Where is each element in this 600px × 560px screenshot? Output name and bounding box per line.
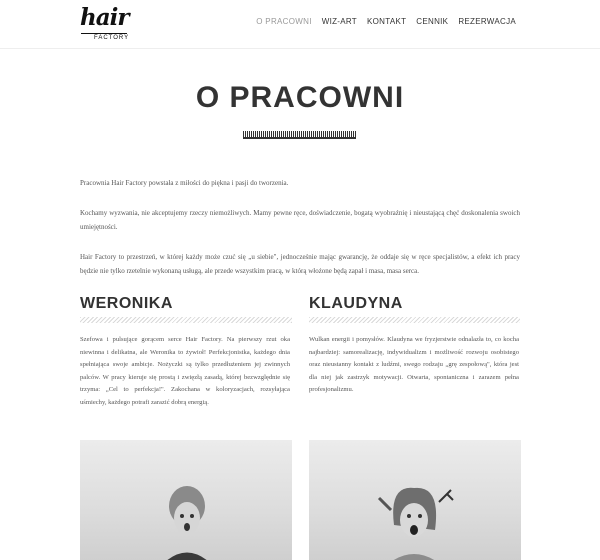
logo-subtitle: FACTORY [94, 35, 130, 41]
portrait-figure [369, 480, 459, 560]
comb-divider [243, 131, 356, 139]
site-header [0, 0, 600, 49]
section-hatch-divider [309, 317, 520, 323]
nav-item-wiz-art[interactable]: WIZ-ART [321, 17, 357, 26]
section-hatch-divider [80, 317, 292, 323]
logo-wordmark: hair [80, 4, 129, 31]
intro-paragraph-3: Hair Factory to przestrzeń, w której każdy może czuć się „u siebie", jednocześnie mając gwarancję, że oddaje się w ręce specjalistów, a efekt ich pracy będzie nie tylko rzetelnie wykonaną usługą, ale przede wszystkim pracą, w którą włożone będą zapał i masa, masa serca. [80, 253, 520, 275]
main-nav [256, 17, 516, 26]
portrait-figure [142, 480, 232, 560]
stylist-name-klaudyna: KLAUDYNA [309, 295, 403, 312]
page-title: O PRACOWNI [195, 81, 405, 114]
logo[interactable] [80, 4, 132, 46]
intro-paragraph-2: Kochamy wyzwania, nie akceptujemy rzeczy niemożliwych. Mamy pewne ręce, doświadczenie, bogatą wyobraźnię i nieustającą chęć doskonalenia swoich umiejętności. [80, 209, 520, 231]
nav-item-kontakt[interactable]: KONTAKT [367, 17, 407, 26]
stylist-bio-klaudyna: Wulkan energii i pomysłów. Klaudyna we fryzjerstwie odnalazła to, co kocha najbardziej: samorealizację, indywidualizm i możliwość rozwoju osobistego oraz nieustanny kontakt z ludźmi, swego rodzaju „grę zespołową", która jest dla niej jak zastrzyk motywacji. Otwarta, spontaniczna i zarazem pełna profesjonalizmu. [309, 336, 519, 393]
nav-item-o-pracowni[interactable]: O PRACOWNI [256, 17, 312, 26]
nav-item-cennik[interactable]: CENNIK [416, 17, 449, 26]
stylist-name-weronika: WERONIKA [80, 295, 173, 312]
intro-paragraph-1: Pracownia Hair Factory powstała z miłości do piękna i pasji do tworzenia. [80, 179, 289, 187]
stylist-photo-weronika [80, 440, 292, 560]
nav-item-rezerwacja[interactable]: REZERWACJA [458, 17, 516, 26]
stylist-bio-weronika: Szefowa i pulsujące gorącem serce Hair Factory. Na pierwszy rzut oka niewinna i delikatna, ale Weronika to żywioł! Perfekcjonistka, każdego dnia spełniająca swoje ambicje. Nożyczki są tylko przedłużeniem jej zwinnych palców. W pracy kieruje się prostą i zwięzłą zasadą, której bezwzględnie się trzyma: „Cel to perfekcja!". Zakochana w koloryzacjach, rozsyłająca uśmiechy, każdego potrafi zarazić dobrą energią. [80, 336, 290, 406]
stylist-photo-klaudyna [309, 440, 521, 560]
